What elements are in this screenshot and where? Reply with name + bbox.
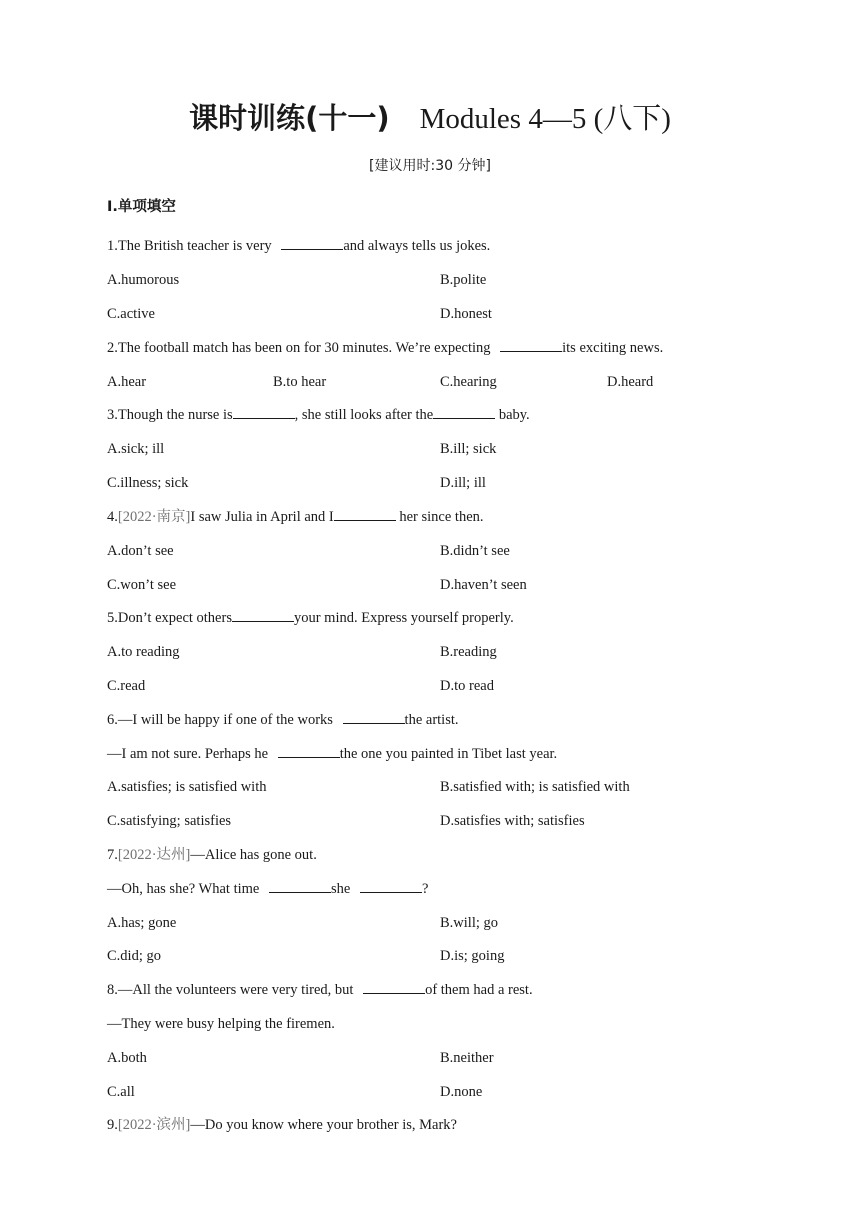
option-b: B.satisfied with; is satisfied with <box>440 779 630 795</box>
question-text: I saw Julia in April and I <box>190 509 334 525</box>
question-text: your mind. Express yourself properly. <box>293 610 514 626</box>
question-text: the one you painted in Tibet last year. <box>339 746 558 762</box>
question-text: —Alice has gone out. <box>190 847 317 863</box>
option-c: C.active <box>107 306 155 322</box>
question-number: 8. <box>107 982 118 998</box>
question-2 <box>107 338 663 358</box>
answer-blank <box>360 879 422 893</box>
question-6-line-2 <box>107 744 557 764</box>
option-b: B.to hear <box>273 374 327 390</box>
option-d: D.none <box>440 1084 483 1100</box>
question-9 <box>107 1115 457 1135</box>
option-b: B.will; go <box>440 915 499 931</box>
option-b: B.neither <box>440 1050 494 1066</box>
option-c: C.satisfying; satisfies <box>107 813 232 829</box>
question-8-line-2 <box>107 1014 335 1034</box>
question-text: The football match has been on for 30 minutes. We’re expecting <box>117 340 495 356</box>
question-source: [2022·滨州] <box>117 1117 191 1133</box>
answer-blank <box>433 405 495 419</box>
question-text: Don’t expect others <box>117 610 232 626</box>
option-d: D.is; going <box>440 948 505 964</box>
question-text: her since then. <box>395 509 484 525</box>
answer-blank <box>343 710 405 724</box>
option-a: A.both <box>107 1050 147 1066</box>
question-text: —All the volunteers were very tired, but <box>117 982 358 998</box>
option-a: A.has; gone <box>107 915 177 931</box>
question-number: 2. <box>107 340 118 356</box>
question-text: its exciting news. <box>562 340 664 356</box>
option-d: D.heard <box>607 374 654 390</box>
question-3 <box>107 405 530 425</box>
question-text: —I will be happy if one of the works <box>117 712 337 728</box>
option-a: A.sick; ill <box>107 441 165 457</box>
question-number: 6. <box>107 712 118 728</box>
question-text: —Do you know where your brother is, Mark? <box>190 1117 457 1133</box>
answer-blank <box>233 405 295 419</box>
suggested-time: [建议用时:30 分钟] <box>369 158 491 174</box>
option-a: A.humorous <box>107 272 180 288</box>
option-b: B.polite <box>440 272 487 288</box>
question-number: 4. <box>107 509 118 525</box>
answer-blank <box>363 980 425 994</box>
title-english: Modules 4—5 (八下) <box>419 103 671 135</box>
question-text: the artist. <box>404 712 459 728</box>
option-a: A.to reading <box>107 644 180 660</box>
option-c: C.all <box>107 1084 135 1100</box>
option-d: D.satisfies with; satisfies <box>440 813 585 829</box>
question-text: —They were busy helping the firemen. <box>107 1016 335 1032</box>
question-text: —I am not sure. Perhaps he <box>107 746 272 762</box>
question-text: , she still looks after the <box>294 407 434 423</box>
option-b: B.reading <box>440 644 497 660</box>
question-7 <box>107 845 317 865</box>
question-number: 1. <box>107 238 118 254</box>
answer-blank <box>334 507 396 521</box>
question-4 <box>107 507 484 527</box>
option-c: C.illness; sick <box>107 475 189 491</box>
question-text: she <box>330 881 354 897</box>
title-chinese: 课时训练(十一) <box>189 101 390 135</box>
answer-blank <box>278 744 340 758</box>
question-text: The British teacher is very <box>117 238 276 254</box>
option-c: C.did; go <box>107 948 161 964</box>
question-text: baby. <box>495 407 530 423</box>
option-a: A.don’t see <box>107 543 174 559</box>
option-c: C.hearing <box>440 374 497 390</box>
question-6 <box>107 710 459 730</box>
question-7-line-2 <box>107 879 428 899</box>
question-text: —Oh, has she? What time <box>107 881 263 897</box>
answer-blank <box>232 608 294 622</box>
question-text: ? <box>421 881 429 897</box>
option-c: C.read <box>107 678 146 694</box>
question-text: Though the nurse is <box>117 407 233 423</box>
question-number: 9. <box>107 1117 118 1133</box>
option-d: D.ill; ill <box>440 475 486 491</box>
option-d: D.haven’t seen <box>440 577 527 593</box>
question-8 <box>107 980 533 1000</box>
question-5 <box>107 608 514 628</box>
answer-blank <box>500 338 562 352</box>
question-number: 5. <box>107 610 118 626</box>
question-source: [2022·达州] <box>117 847 191 863</box>
option-b: B.didn’t see <box>440 543 510 559</box>
question-number: 7. <box>107 847 118 863</box>
page-title <box>0 98 860 139</box>
question-1 <box>107 236 490 256</box>
question-source: [2022·南京] <box>117 509 191 525</box>
question-text: and always tells us jokes. <box>343 238 491 254</box>
section-heading: Ⅰ.单项填空 <box>107 199 176 215</box>
answer-blank <box>281 236 343 250</box>
option-d: D.to read <box>440 678 494 694</box>
option-b: B.ill; sick <box>440 441 497 457</box>
option-a: A.hear <box>107 374 147 390</box>
option-c: C.won’t see <box>107 577 177 593</box>
question-number: 3. <box>107 407 118 423</box>
option-a: A.satisfies; is satisfied with <box>107 779 267 795</box>
answer-blank <box>269 879 331 893</box>
option-d: D.honest <box>440 306 492 322</box>
question-text: of them had a rest. <box>425 982 533 998</box>
